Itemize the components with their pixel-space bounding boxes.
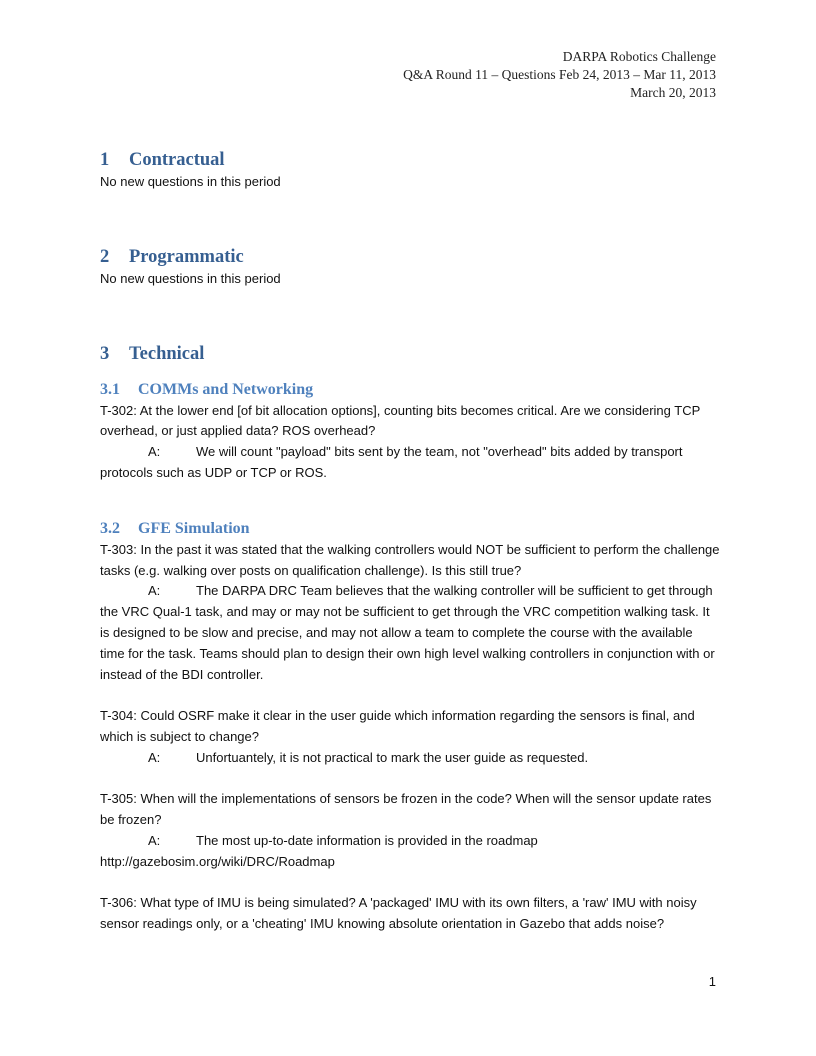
answer-t302: A: We will count "payload" bits sent by the team, not "overhead" bits added by transport protocols such as UDP or TCP or ROS. — [100, 444, 683, 480]
section-1-heading: 1 Contractual — [100, 150, 225, 170]
page-number: 1 — [708, 974, 716, 989]
section-3-heading: 3 Technical — [100, 343, 205, 364]
section-1-text: No new questions in this period — [100, 174, 281, 189]
answer-t304: A: Unfortuantely, it is not practical to mark the user guide as requested. — [148, 749, 589, 765]
section-3-1-heading: 3.1 COMMs and Networking — [100, 380, 314, 398]
answer-t305: A: The most up-to-date information is provided in the roadmap http://gazebosim.org/wiki/DRC/Roadmap — [100, 832, 538, 869]
question-t305: T-305: When will the implementations of sensors be frozen in the code? When will the sensor update rates be frozen? — [100, 791, 712, 828]
page-header — [403, 48, 716, 102]
section-2-text: No new questions in this period — [100, 270, 281, 286]
section-2-heading: 2 Programmatic — [100, 246, 244, 267]
section-3-2-heading: 3.2 GFE Simulation — [100, 519, 250, 537]
header-line-3: March 20, 2013 — [630, 85, 716, 100]
question-t306: T-306: What type of IMU is being simulated? A 'packaged' IMU with its own filters, a 'raw' IMU with noisy sensor readings only, or a 'cheating' IMU knowing absolute orientation in Gazebo that adds noise? — [100, 895, 697, 932]
header-line-1: DARPA Robotics Challenge — [562, 49, 716, 64]
question-t303: T-303: In the past it was stated that the walking controllers would NOT be sufficient to perform the challenge tasks (e.g. walking over posts on qualification challenge). Is this still true? — [100, 541, 720, 578]
question-t302: T-302: At the lower end [of bit allocation options], counting bits becomes critical. Are we considering TCP overhead, or just applied data? ROS overhead? — [100, 402, 701, 439]
header-line-2: Q&A Round 11 – Questions Feb 24, 2013 – Mar 11, 2013 — [403, 67, 716, 82]
document-body — [100, 148, 720, 935]
question-t304: T-304: Could OSRF make it clear in the user guide which information regarding the sensors is final, and which is subject to change? — [100, 708, 695, 744]
answer-t303: A: The DARPA DRC Team believes that the walking controller will be sufficient to get through the VRC Qual-1 task, and may or may not be sufficient to get through the VRC competition walking task. It is designed to be slow and precise, and may not allow a team to complete the course with the available time for the task. Teams should plan to design their own high level walking controllers in conjunction with or instead of the BDI controller. — [100, 583, 715, 682]
